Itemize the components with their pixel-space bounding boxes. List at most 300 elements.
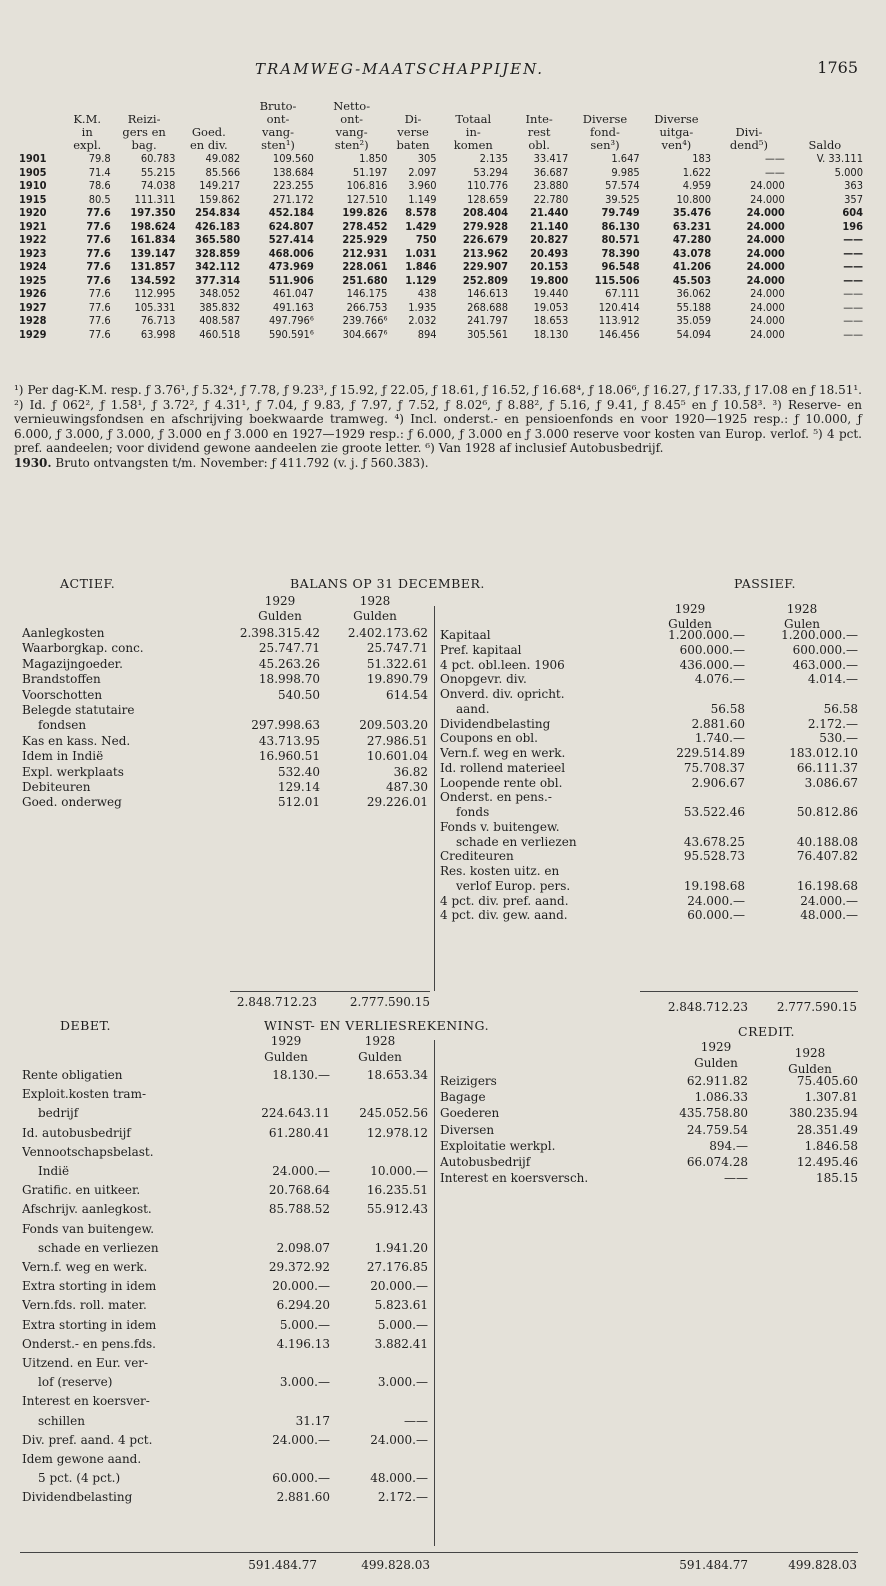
value-cell: 55.215 [140, 165, 176, 179]
value-cell: 24.000 [746, 273, 785, 287]
ledger-item-label: Vern.fds. roll. mater. [22, 1298, 147, 1313]
stats-header-cell: ont- [340, 112, 364, 126]
pl-debet-heading: DEBET. [60, 1018, 111, 1033]
stats-header-cell [786, 100, 864, 113]
value-cell: 21.140 [530, 219, 569, 233]
ledger-value-1928: 55.912.43 [366, 1202, 428, 1217]
table-row [18, 179, 864, 193]
value-cell: 24.000 [750, 179, 785, 192]
ledger-value-1928: 3.000.— [377, 1375, 428, 1390]
value-cell: 1.622 [682, 165, 712, 179]
ledger-value-1928: 28.351.49 [796, 1122, 858, 1137]
table-row [18, 287, 864, 301]
ledger-item-label: Res. kosten uitz. en [440, 864, 560, 878]
value-cell: 36.062 [676, 287, 712, 300]
ledger-item-label: Interest en koersversch. [440, 1171, 589, 1186]
footnotes [14, 383, 862, 471]
ledger-value-1929: 2.098.07 [276, 1240, 330, 1255]
ledger-value-1928: 24.000.— [370, 1432, 428, 1447]
pl-left-currency-1929: Gulden [264, 1050, 308, 1064]
value-cell: 208.404 [462, 206, 508, 219]
value-cell: 71.4 [88, 165, 111, 179]
value-cell: 77.6 [86, 246, 111, 260]
value-cell: 8.578 [405, 206, 437, 219]
ledger-value-1928: 66.111.37 [796, 760, 858, 775]
value-cell: 105.331 [134, 300, 176, 314]
value-cell: 1.846 [405, 260, 437, 273]
value-cell: 18.130 [533, 327, 569, 341]
value-cell: 36.687 [533, 165, 569, 179]
value-cell: 473.969 [268, 260, 314, 273]
pl-left-total-1929: 591.484.77 [248, 1558, 317, 1572]
ledger-value-1929: 436.000.— [679, 657, 745, 672]
value-cell: 138.684 [272, 165, 314, 179]
ledger-value-1929: 129.14 [278, 780, 320, 794]
ledger-item-label: Extra storting in idem [22, 1317, 157, 1332]
ledger-value-1928: 1.846.58 [804, 1138, 858, 1153]
value-cell: 159.862 [199, 192, 241, 206]
ledger-item-label: Onopgevr. div. [440, 672, 527, 687]
balance-left-rule [230, 991, 430, 992]
ledger-value-1929: 540.50 [278, 687, 320, 702]
value-cell: 43.078 [672, 246, 712, 260]
ledger-item-label: Vern.f. weg en werk. [440, 746, 566, 760]
pl-credit-heading: CREDIT. [738, 1024, 796, 1039]
value-cell: 24.000 [750, 300, 785, 314]
page-number: 1765 [817, 58, 858, 77]
year-cell: 1910 [19, 179, 47, 192]
pl-heading: WINST- EN VERLIESREKENING. [264, 1018, 490, 1033]
ledger-value-1929: 20.000.— [272, 1279, 330, 1294]
value-cell: 18.653 [533, 314, 569, 327]
value-cell: 110.776 [467, 179, 508, 192]
ledger-item-label: Loopende rente obl. [440, 775, 563, 790]
stats-header-cell: uitga- [659, 125, 694, 139]
ledger-item-label: Pref. kapitaal [440, 642, 522, 657]
ledger-value-1929: 95.528.73 [683, 849, 745, 864]
value-cell: 1.129 [405, 273, 437, 287]
running-title: TRAMWEG-MAATSCHAPPIJEN. [255, 60, 545, 78]
year-cell: 1901 [19, 152, 47, 165]
value-cell: 527.414 [268, 233, 314, 246]
pl-right-currency-1929: Gulden [694, 1056, 738, 1070]
pl-left-year-1928: 1928 [364, 1034, 396, 1048]
ledger-value-1928: 209.503.20 [359, 718, 428, 733]
value-cell: 24.000 [746, 260, 785, 273]
ledger-value-1928: 487.30 [386, 780, 428, 794]
pl-left-currency-1928: Gulden [358, 1050, 402, 1064]
ledger-value-1928: 20.000.— [370, 1279, 428, 1294]
value-cell: 604 [842, 206, 863, 219]
ledger-item-label: 4 pct. obl.leen. 1906 [440, 657, 565, 672]
value-cell: 78.390 [601, 246, 640, 260]
value-cell: 1.031 [405, 246, 437, 260]
ledger-item-label: Id. rollend materieel [440, 760, 566, 775]
ledger-value-1929: 435.758.80 [679, 1106, 748, 1121]
ledger-value-1929: 60.000.— [272, 1471, 330, 1486]
ledger-value-1929: 5.000.— [279, 1317, 330, 1332]
ledger-item-label: schillen [38, 1413, 85, 1428]
value-cell: 131.857 [130, 260, 176, 273]
ledger-value-1928: 29.226.01 [366, 795, 428, 810]
value-cell: 461.047 [272, 287, 314, 300]
ledger-item-label: Coupons en obl. [440, 731, 538, 746]
ledger-value-1929: 2.881.60 [276, 1490, 330, 1505]
value-cell: 254.834 [195, 206, 241, 219]
value-cell: 251.680 [342, 273, 388, 287]
value-cell: 1.935 [408, 300, 437, 314]
ledger-item-label: fondsen [38, 718, 87, 733]
ledger-value-1929: 45.263.26 [258, 656, 320, 671]
ledger-item-label: fonds [456, 805, 490, 819]
ledger-value-1928: 48.000.— [370, 1471, 428, 1486]
value-cell: 80.571 [601, 233, 640, 246]
ledger-value-1928: 16.235.51 [366, 1183, 428, 1198]
ledger-item-label: bedrijf [38, 1106, 79, 1121]
stats-header-cell: Bruto- [259, 99, 297, 113]
value-cell: 266.753 [346, 300, 388, 314]
value-cell: 146.456 [598, 327, 640, 341]
value-cell: 24.000 [750, 287, 785, 300]
value-cell: 3.960 [408, 179, 437, 192]
value-cell: 33.417 [533, 152, 569, 165]
pl-rule [20, 1552, 858, 1553]
value-cell: 212.931 [342, 246, 388, 260]
value-cell: 47.280 [672, 233, 712, 246]
value-cell: 149.217 [199, 179, 241, 192]
value-cell: 54.094 [676, 327, 712, 341]
ledger-item-label: Onverd. div. opricht. [440, 687, 565, 701]
ledger-item-label: Magazijngoeder. [22, 656, 123, 671]
ledger-value-1928: 3.086.67 [804, 775, 858, 790]
ledger-value-1928: 5.823.61 [374, 1298, 428, 1313]
value-cell: 128.659 [467, 192, 508, 206]
ledger-value-1929: 20.768.64 [268, 1183, 330, 1198]
value-cell: —— [843, 287, 863, 300]
value-cell: 342.112 [195, 260, 241, 273]
year-cell: 1929 [19, 327, 47, 341]
value-cell: 120.414 [598, 300, 640, 314]
year-cell: 1928 [19, 314, 47, 327]
stats-header-cell: obl. [528, 138, 550, 152]
stats-header-cell: Di- [404, 112, 422, 126]
table-row [18, 233, 864, 247]
year-cell: 1927 [19, 300, 47, 314]
value-cell: 491.163 [272, 300, 314, 314]
value-cell: 590.591⁶ [268, 327, 314, 341]
value-cell: 24.000 [750, 314, 785, 327]
ledger-item-label: Interest en koersver- [22, 1394, 150, 1409]
ledger-value-1929: 16.960.51 [258, 749, 320, 764]
value-cell: 74.038 [140, 179, 176, 192]
value-cell: 77.6 [88, 314, 111, 327]
value-cell: —— [843, 300, 863, 314]
value-cell: 77.6 [86, 260, 111, 273]
value-cell: 229.907 [462, 260, 508, 273]
ledger-item-label: Autobusbedrijf [440, 1155, 531, 1169]
stats-header-cell: Inte- [525, 112, 553, 126]
value-cell: 113.912 [598, 314, 640, 327]
ledger-item-label: Div. pref. aand. 4 pct. [22, 1432, 153, 1447]
ledger-item-label: lof (reserve) [38, 1375, 113, 1390]
stats-header-cell: Diverse [582, 112, 628, 126]
stats-header-cell: en div. [189, 138, 228, 152]
ledger-item-label: Afschrijv. aanlegkost. [22, 1202, 152, 1217]
ledger-value-1929: 53.522.46 [683, 805, 745, 819]
value-cell: 468.006 [268, 246, 314, 260]
ledger-value-1928: 50.812.86 [796, 805, 858, 819]
ledger-value-1928: 19.890.79 [366, 672, 428, 687]
ledger-value-1928: 5.000.— [377, 1317, 428, 1332]
ledger-value-1929: 297.998.63 [251, 718, 320, 733]
ledger-value-1928: —— [404, 1413, 428, 1428]
value-cell: 77.6 [88, 300, 111, 314]
value-cell: 39.525 [605, 192, 640, 206]
year-cell: 1921 [19, 219, 47, 233]
ledger-value-1929: 19.198.68 [683, 878, 745, 893]
year-cell: 1922 [19, 233, 47, 246]
year-cell: 1926 [19, 287, 47, 300]
balance-right-total-1928: 2.777.590.15 [776, 1000, 857, 1014]
value-cell: 45.503 [672, 273, 712, 287]
ledger-item-label: Kas en kass. Ned. [22, 733, 131, 748]
value-cell: 271.172 [272, 192, 314, 206]
value-cell: 134.592 [130, 273, 176, 287]
ledger-value-1929: 512.01 [278, 795, 320, 810]
value-cell: 86.130 [601, 219, 640, 233]
stats-header-cell: baten [396, 138, 430, 152]
year-cell: 1920 [19, 206, 47, 219]
ledger-value-1929: 3.000.— [279, 1375, 330, 1390]
ledger-value-1929: 43.713.95 [258, 733, 320, 748]
balance-actief-heading: ACTIEF. [60, 576, 116, 591]
ledger-value-1929: 224.643.11 [261, 1106, 330, 1121]
ledger-value-1928: 380.235.94 [789, 1106, 858, 1121]
pl-right-year-1929: 1929 [700, 1040, 732, 1054]
ledger-item-label: 5 pct. (4 pct.) [38, 1471, 121, 1486]
ledger-item-label: Id. autobusbedrijf [22, 1125, 131, 1140]
ledger-value-1929: 56.58 [710, 701, 745, 716]
ledger-value-1929: —— [724, 1171, 748, 1186]
ledger-item-label: Waarborgkap. conc. [22, 641, 144, 656]
value-cell: —— [843, 314, 863, 327]
ledger-item-label: Vern.f. weg en werk. [22, 1260, 148, 1274]
value-cell: 239.766⁶ [342, 314, 388, 327]
value-cell: 24.000 [746, 233, 785, 246]
ledger-value-1929: 2.881.60 [691, 716, 745, 731]
stats-header-cell: in- [465, 125, 481, 139]
stats-header-cell: Goed. [191, 125, 226, 139]
value-cell: 80.5 [88, 192, 111, 206]
ledger-item-label: Goed. onderweg [22, 795, 122, 810]
ledger-value-1928: 12.978.12 [366, 1125, 428, 1140]
value-cell: 199.826 [342, 206, 388, 219]
balance-left-year-1929: 1929 [264, 594, 296, 608]
ledger-value-1929: 61.280.41 [268, 1125, 330, 1140]
pl-left-total-1928: 499.828.03 [361, 1558, 430, 1572]
ledger-item-label: Rente obligatien [22, 1068, 123, 1082]
ledger-value-1929: 24.000.— [272, 1432, 330, 1447]
stats-header-cell: sten¹) [261, 138, 295, 152]
value-cell: 79.749 [601, 206, 640, 219]
footnote-1930 [14, 456, 862, 471]
balance-right-year-1928: 1928 [786, 602, 818, 616]
pl-right-total-1928: 499.828.03 [788, 1558, 857, 1572]
ledger-value-1929: 25.747.71 [258, 641, 320, 656]
stats-header-cell: ont- [266, 112, 290, 126]
value-cell: 228.061 [342, 260, 388, 273]
value-cell: 77.6 [86, 219, 111, 233]
value-cell: 223.255 [272, 179, 314, 192]
ledger-value-1928: 27.176.85 [366, 1260, 428, 1274]
value-cell: 363 [844, 179, 863, 192]
ledger-value-1928: 2.402.173.62 [347, 626, 428, 640]
ledger-item-label: Kapitaal [440, 628, 491, 642]
stats-header-cell: K.M. [73, 112, 102, 126]
value-cell: 24.000 [746, 219, 785, 233]
ledger-item-label: Reizigers [440, 1074, 497, 1088]
value-cell: 109.560 [272, 152, 314, 165]
ledger-value-1928: 4.014.— [807, 672, 858, 687]
value-cell: 2.032 [408, 314, 437, 327]
ledger-value-1929: 600.000.— [679, 642, 745, 657]
ledger-item-label: Exploit.kosten tram- [22, 1087, 147, 1102]
ledger-item-label: Brandstoffen [22, 672, 101, 687]
value-cell: 268.688 [467, 300, 508, 314]
value-cell: 252.809 [462, 273, 508, 287]
ledger-value-1928: 3.882.41 [374, 1336, 428, 1351]
ledger-item-label: Gratific. en uitkeer. [22, 1183, 141, 1198]
table-row [18, 193, 864, 207]
ledger-value-1929: 229.514.89 [676, 746, 745, 760]
ledger-value-1928: 185.15 [816, 1171, 858, 1186]
ledger-value-1928: 76.407.82 [796, 849, 858, 864]
value-cell: 57.574 [605, 179, 640, 192]
stats-header-cell: sten²) [334, 138, 369, 152]
stats-header-cell [18, 113, 63, 126]
pl-divider [434, 1040, 435, 1546]
stats-header-cell [176, 100, 241, 113]
value-cell: 51.197 [352, 165, 388, 179]
table-row [18, 274, 864, 288]
ledger-value-1928: 75.405.60 [796, 1074, 858, 1088]
ledger-value-1929: 24.759.54 [686, 1122, 748, 1137]
balance-left-currency-1929: Gulden [258, 609, 302, 623]
value-cell: 10.800 [676, 192, 712, 206]
value-cell: 77.6 [88, 287, 111, 300]
balance-left-total-1928: 2.777.590.15 [349, 995, 430, 1009]
pl-right-total-1929: 591.484.77 [679, 1558, 748, 1572]
value-cell: 111.311 [134, 192, 176, 206]
value-cell: 20.493 [530, 246, 569, 260]
value-cell: 146.175 [346, 287, 388, 300]
value-cell: 278.452 [342, 219, 388, 233]
ledger-value-1929: 75.708.37 [683, 760, 745, 775]
ledger-value-1928: 10.000.— [370, 1164, 428, 1178]
pl-right-year-1928: 1928 [794, 1046, 826, 1060]
balance-left-currency-1928: Gulden [353, 609, 397, 623]
year-cell: 1924 [19, 260, 47, 273]
ledger-item-label: Indië [38, 1164, 70, 1178]
value-cell: 24.000 [746, 206, 785, 219]
stats-header-cell [18, 100, 63, 113]
footnote-text: ¹) Per dag-K.M. resp. ƒ 3.76¹, ƒ 5.32⁴, ƒ 7.78, ƒ 9.23³, ƒ 15.92, ƒ 22.05, ƒ 18.61, ƒ 16.52, ƒ 16.68⁴, ƒ 18.06⁶, ƒ 16.27, ƒ 17.33, ƒ 17.08 en ƒ 18.51¹. ²) Id. ƒ 062², ƒ 1.58¹, ƒ 3.72², ƒ 4.31¹, ƒ 7.04, ƒ 9.83, ƒ 7.97, ƒ 7.52, ƒ 8.02⁶, ƒ 8.88², ƒ 5.16, ƒ 9.41, ƒ 8.45⁵ en ƒ 10.58³. ³) Reserve- en vernieuwingsfondsen en afschrijving boekwaarde tramweg. ⁴) Incl. onderst.- en pensioenfonds en voor 1920—1925 resp.: ƒ 10.000, ƒ 6.000, ƒ 3.000, ƒ 3.000, ƒ 3.000 en ƒ 3.000 en 1927—1929 resp.: ƒ 6.000, ƒ 3.000 en ƒ 3.000 reserve voor kosten van Europ. verlof. ⁵) 4 pct. pref. aandeelen; voor dividend gewone aandeelen zie groote letter. ⁶) Van 1928 af inclusief Autobusbedrijf. [14, 383, 862, 456]
value-cell: 225.929 [342, 233, 388, 246]
ledger-value-1928: 24.000.— [800, 893, 858, 908]
ledger-value-1928: 51.322.61 [366, 656, 428, 671]
ledger-value-1929: 2.398.315.42 [239, 626, 320, 640]
ledger-value-1928: 1.307.81 [804, 1090, 858, 1105]
ledger-item-label: schade en verliezen [456, 834, 577, 849]
ledger-value-1928: 530.— [819, 731, 858, 746]
ledger-value-1928: 2.172.— [807, 716, 858, 731]
value-cell: 60.783 [140, 152, 176, 165]
ledger-value-1929: 18.998.70 [258, 672, 320, 687]
ledger-item-label: Debiteuren [22, 780, 91, 794]
stats-header-cell: verse [397, 125, 429, 139]
ledger-value-1929: 66.074.28 [686, 1155, 748, 1169]
year-cell: 1925 [19, 273, 47, 287]
value-cell: 139.147 [130, 246, 176, 260]
ledger-value-1928: 2.172.— [377, 1490, 428, 1505]
ledger-value-1928: 18.653.34 [366, 1068, 428, 1082]
ledger-item-label: 4 pct. div. gew. aand. [440, 908, 568, 923]
value-cell: 328.859 [195, 246, 241, 260]
value-cell: 348.052 [199, 287, 241, 300]
stats-header-cell [18, 126, 63, 139]
ledger-value-1928: 12.495.46 [796, 1155, 858, 1169]
value-cell: 24.000 [750, 327, 785, 341]
table-row [18, 314, 864, 328]
table-row [18, 328, 864, 342]
ledger-item-label: Crediteuren [440, 849, 514, 864]
value-cell: 19.800 [530, 273, 569, 287]
value-cell: 213.962 [462, 246, 508, 260]
value-cell: 196 [842, 219, 863, 233]
value-cell: 115.506 [594, 273, 640, 287]
value-cell: 53.294 [473, 165, 508, 179]
value-cell: 279.928 [462, 219, 508, 233]
year-cell: 1905 [19, 165, 47, 179]
balance-right-total-1929: 2.848.712.23 [667, 1000, 748, 1014]
pl-left-year-1929: 1929 [270, 1034, 302, 1048]
ledger-item-label: Fonds van buitengew. [22, 1221, 155, 1236]
value-cell: 624.807 [268, 219, 314, 233]
ledger-value-1929: 532.40 [278, 764, 320, 779]
ledger-item-label: Vennootschapsbelast. [22, 1144, 154, 1159]
ledger-item-label: Expl. werkplaats [22, 764, 124, 779]
stats-header-cell: Totaal [455, 112, 492, 126]
value-cell: 63.998 [140, 327, 176, 341]
value-cell: 161.834 [130, 233, 176, 246]
stats-header-cell: fond- [590, 125, 620, 139]
value-cell: 241.797 [467, 314, 508, 327]
ledger-value-1928: 1.200.000.— [781, 628, 858, 642]
ledger-value-1929: 43.678.25 [683, 834, 745, 849]
table-row [18, 220, 864, 234]
value-cell: 49.082 [205, 152, 241, 165]
stats-header-cell: expl. [73, 138, 102, 152]
ledger-value-1928: 183.012.10 [789, 746, 858, 760]
ledger-item-label: Diversen [440, 1122, 495, 1137]
value-cell: 304.667⁶ [342, 327, 388, 341]
value-cell: 55.188 [676, 300, 712, 314]
value-cell: 226.679 [462, 233, 508, 246]
value-cell: 305 [417, 152, 437, 165]
ledger-value-1928: 27.986.51 [366, 733, 428, 748]
ledger-value-1929: 60.000.— [687, 908, 745, 923]
stats-header-cell: Diverse [654, 112, 699, 126]
